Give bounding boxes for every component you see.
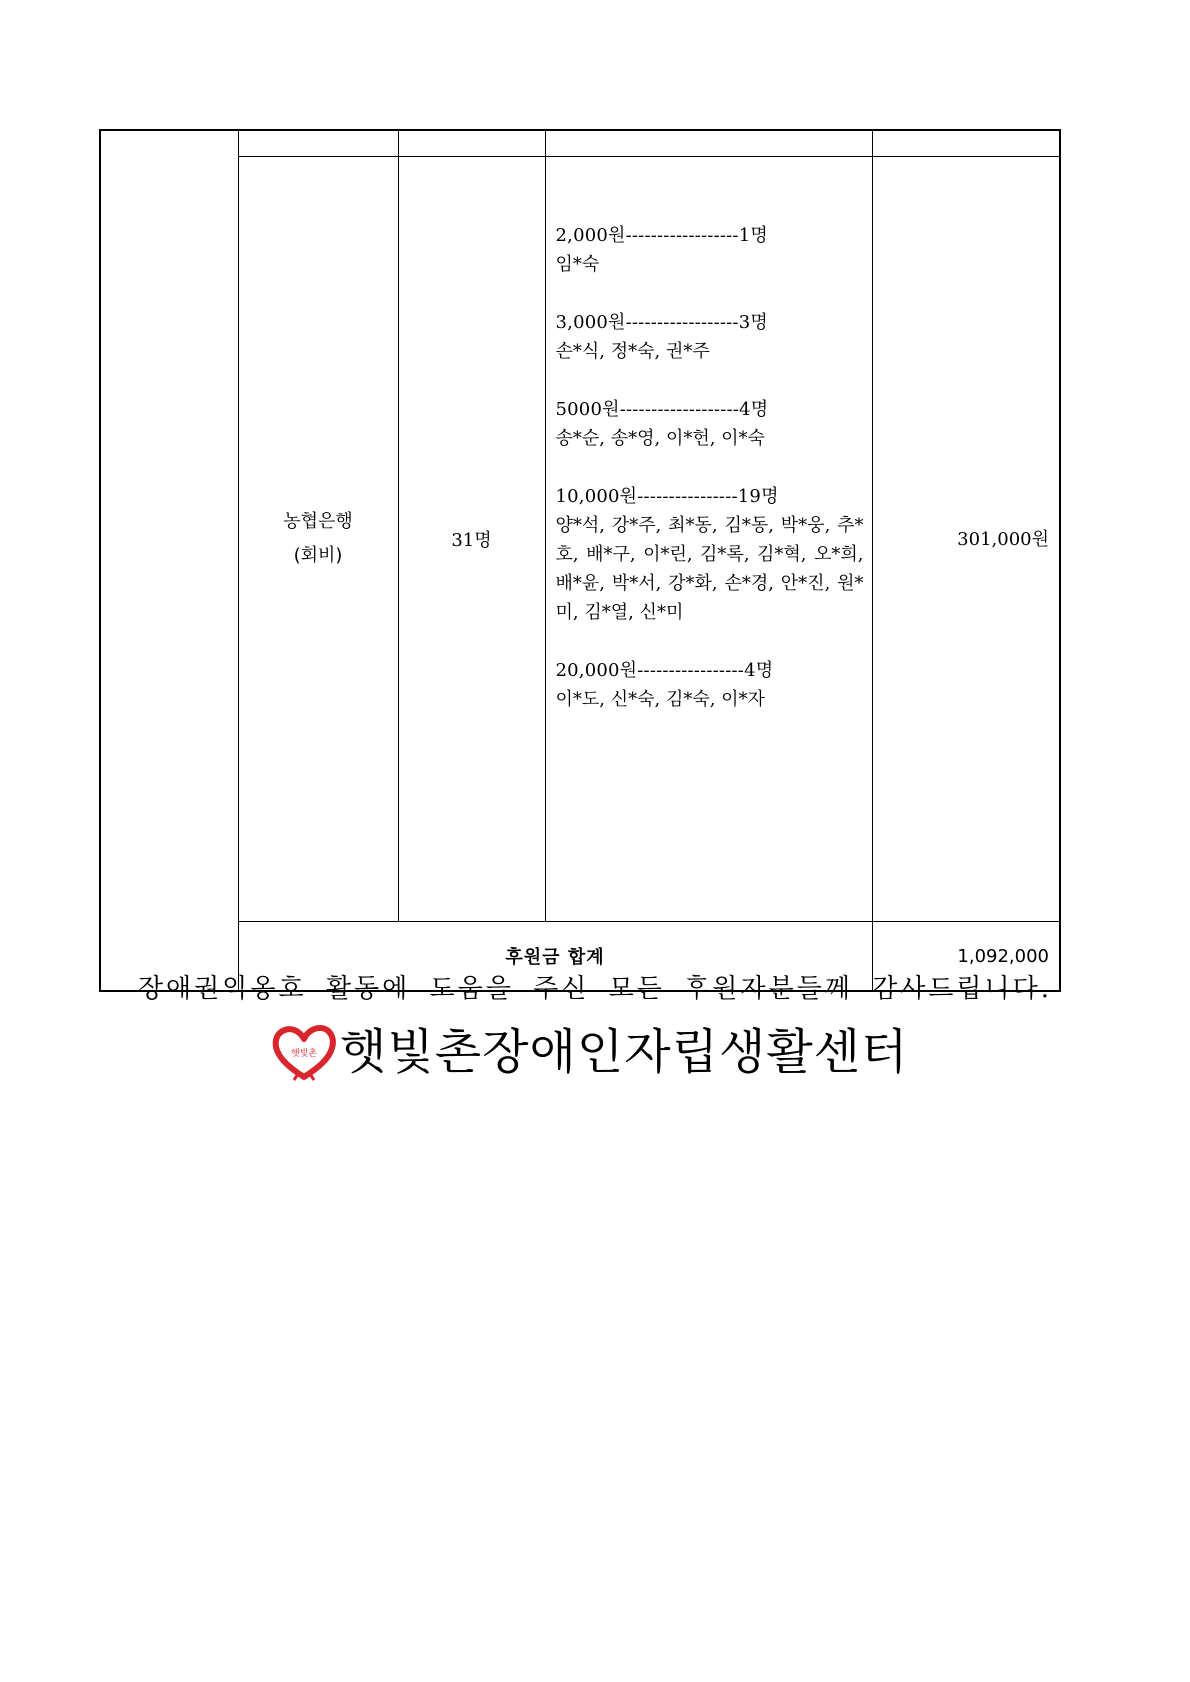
tier-line: 10,000원----------------19명 bbox=[555, 486, 779, 507]
table-row bbox=[100, 157, 1060, 922]
table-row-top-stub bbox=[100, 130, 1060, 157]
count-cell bbox=[398, 157, 545, 922]
tier-line: 20,000원-----------------4명 bbox=[555, 660, 774, 681]
empty-cell bbox=[545, 130, 872, 157]
empty-cell bbox=[238, 130, 398, 157]
org-signature bbox=[270, 1022, 908, 1082]
total-value: 1,092,000 bbox=[957, 945, 1049, 967]
tier-names: 이*도, 신*숙, 김*숙, 이*자 bbox=[555, 689, 765, 710]
tier-names: 임*숙 bbox=[555, 254, 600, 275]
category-cell bbox=[100, 130, 238, 991]
empty-cell bbox=[872, 130, 1060, 157]
tier-line: 2,000원------------------1명 bbox=[555, 225, 768, 246]
tier-line: 5000원-------------------4명 bbox=[555, 399, 769, 420]
empty-cell bbox=[398, 130, 545, 157]
thanks-message: 장애권익옹호 활동에 도움을 주신 모든 후원자분들께 감사드립니다. bbox=[137, 974, 1053, 1004]
bank-sub: (회비) bbox=[293, 545, 343, 566]
tier-item bbox=[556, 656, 864, 714]
bank-cell bbox=[238, 157, 398, 922]
tiers-cell bbox=[545, 157, 872, 922]
amount-cell bbox=[872, 157, 1060, 922]
tier-item bbox=[556, 395, 864, 453]
member-count: 31명 bbox=[451, 530, 492, 551]
tier-names: 손*식, 정*숙, 권*주 bbox=[555, 341, 710, 362]
amount-value: 301,000원 bbox=[957, 529, 1049, 550]
tier-item bbox=[556, 482, 864, 627]
logo-text: 햇빛촌 bbox=[290, 1049, 318, 1059]
tier-names: 양*석, 강*주, 최*동, 김*동, 박*웅, 추*호, 배*구, 이*린, 김*록, 김*혁, 오*희, 배*윤, 박*서, 강*화, 손*경, 안*진, 원*미, 김*열, 신*미 bbox=[555, 515, 864, 623]
bank-name: 농협은행 bbox=[283, 511, 353, 532]
tier-item bbox=[556, 221, 864, 279]
heart-logo-icon bbox=[270, 1022, 338, 1082]
donation-table bbox=[99, 129, 1061, 992]
tier-line: 3,000원------------------3명 bbox=[555, 312, 768, 333]
tier-item bbox=[556, 308, 864, 366]
total-label: 후원금 합계 bbox=[505, 947, 605, 968]
org-name: 햇빛촌장애인자립생활센터 bbox=[340, 1024, 909, 1080]
tier-names: 송*순, 송*영, 이*헌, 이*숙 bbox=[555, 428, 765, 449]
